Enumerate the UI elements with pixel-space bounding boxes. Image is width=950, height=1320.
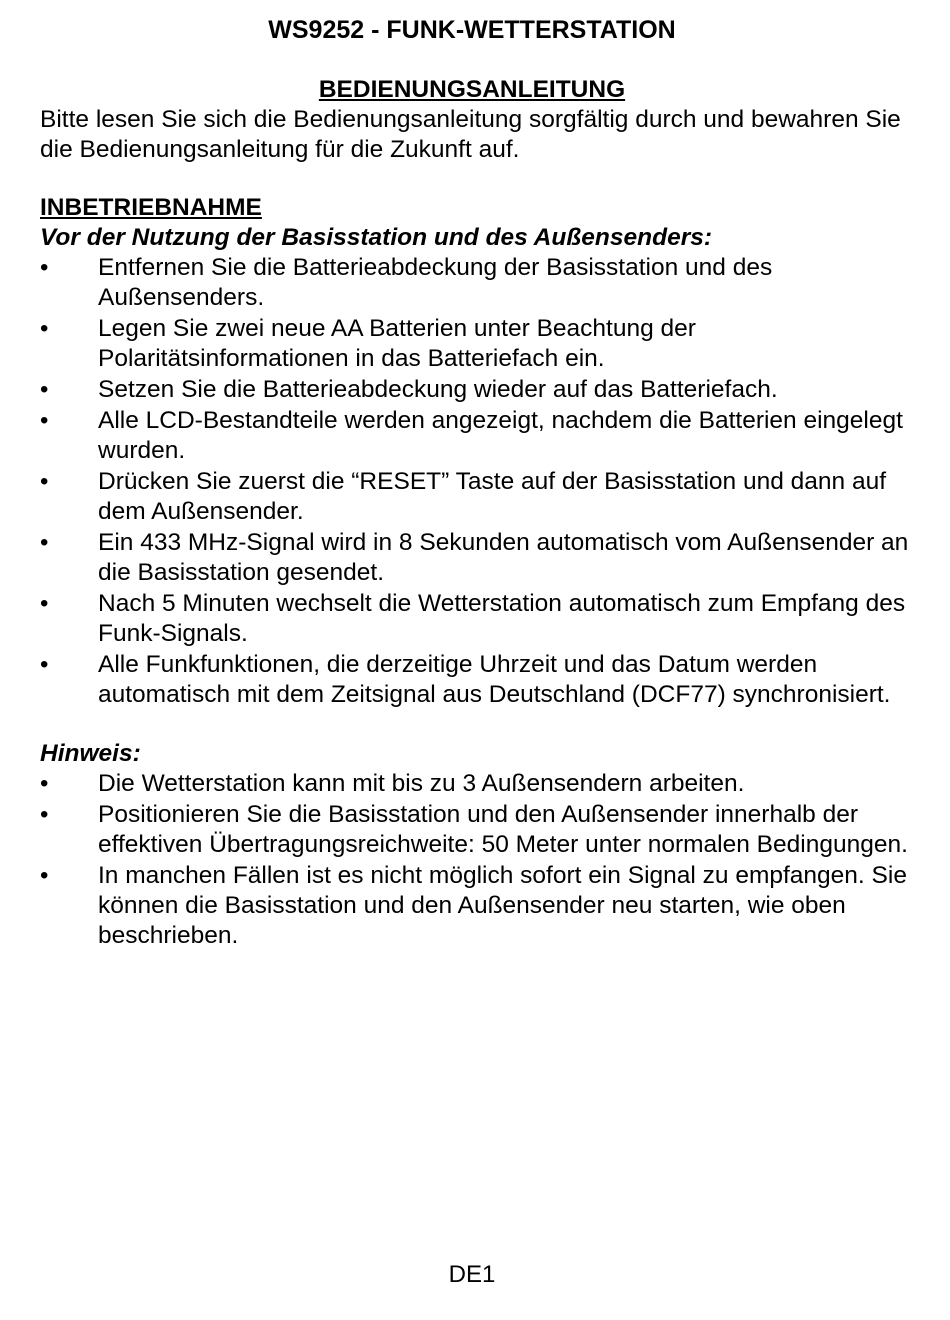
list-item-text: Alle Funkfunktionen, die derzeitige Uhrzeit und das Datum werden automatisch mit dem Zeitsignal aus Deutschland (DCF77) synchronisiert. (98, 651, 891, 708)
list-item (40, 375, 920, 405)
list-item-text: Drücken Sie zuerst die “RESET” Taste auf der Basisstation und dann auf dem Außensender. (98, 468, 887, 525)
list-item (40, 314, 920, 374)
section-heading-inbetriebnahme: INBETRIEBNAHME (40, 194, 262, 221)
list-item-text: Entfernen Sie die Batterieabdeckung der Basisstation und des Außensenders. (98, 254, 773, 311)
spacer (40, 165, 920, 193)
manual-heading: BEDIENUNGSANLEITUNG (318, 76, 626, 103)
list-item (40, 650, 920, 710)
bullet-icon: • (40, 590, 49, 617)
list-item-text: Legen Sie zwei neue AA Batterien unter Beachtung der Polaritätsinformationen in das Batteriefach ein. (98, 315, 696, 372)
intro-paragraph: Bitte lesen Sie sich die Bedienungsanleitung sorgfältig durch und bewahren Sie die Bedienungsanleitung für die Zukunft auf. (40, 106, 901, 163)
bullet-icon: • (40, 770, 49, 797)
page-number: DE1 (448, 1261, 496, 1288)
bullet-icon: • (40, 376, 49, 403)
bullet-icon: • (40, 801, 49, 828)
bullet-icon: • (40, 315, 49, 342)
document-title: WS9252 - FUNK-WETTERSTATION (268, 16, 676, 44)
bullet-icon: • (40, 651, 49, 678)
spacer (40, 711, 920, 739)
list-item (40, 467, 920, 527)
notes-list (40, 769, 920, 951)
list-item-text: Die Wetterstation kann mit bis zu 3 Außensendern arbeiten. (98, 770, 745, 797)
bullet-icon: • (40, 529, 49, 556)
list-item (40, 589, 920, 649)
list-item-text: Alle LCD-Bestandteile werden angezeigt, nachdem die Batterien eingelegt wurden. (98, 407, 903, 464)
bullet-icon: • (40, 254, 49, 281)
list-item (40, 406, 920, 466)
bullet-icon: • (40, 468, 49, 495)
list-item-text: Ein 433 MHz-Signal wird in 8 Sekunden automatisch vom Außensender an die Basisstation gesendet. (98, 529, 909, 586)
section-subheading: Vor der Nutzung der Basisstation und des Außensenders: (40, 224, 713, 251)
bullet-icon: • (40, 862, 49, 889)
list-item (40, 253, 920, 313)
list-item (40, 769, 920, 799)
section-heading-hinweis: Hinweis: (40, 740, 141, 767)
list-item-text: Setzen Sie die Batterieabdeckung wieder auf das Batteriefach. (98, 376, 778, 403)
list-item (40, 800, 920, 860)
list-item-text: Positionieren Sie die Basisstation und den Außensender innerhalb der effektiven Übertragungsreichweite: 50 Meter unter normalen Bedingungen. (98, 801, 908, 858)
setup-steps-list (40, 253, 920, 710)
bullet-icon: • (40, 407, 49, 434)
document-body (40, 75, 920, 952)
list-item-text: In manchen Fällen ist es nicht möglich sofort ein Signal zu empfangen. Sie können die Basisstation und den Außensender neu starten, wie oben beschrieben. (98, 862, 907, 949)
list-item (40, 528, 920, 588)
list-item-text: Nach 5 Minuten wechselt die Wetterstation automatisch zum Empfang des Funk-Signals. (98, 590, 906, 647)
list-item (40, 861, 920, 951)
